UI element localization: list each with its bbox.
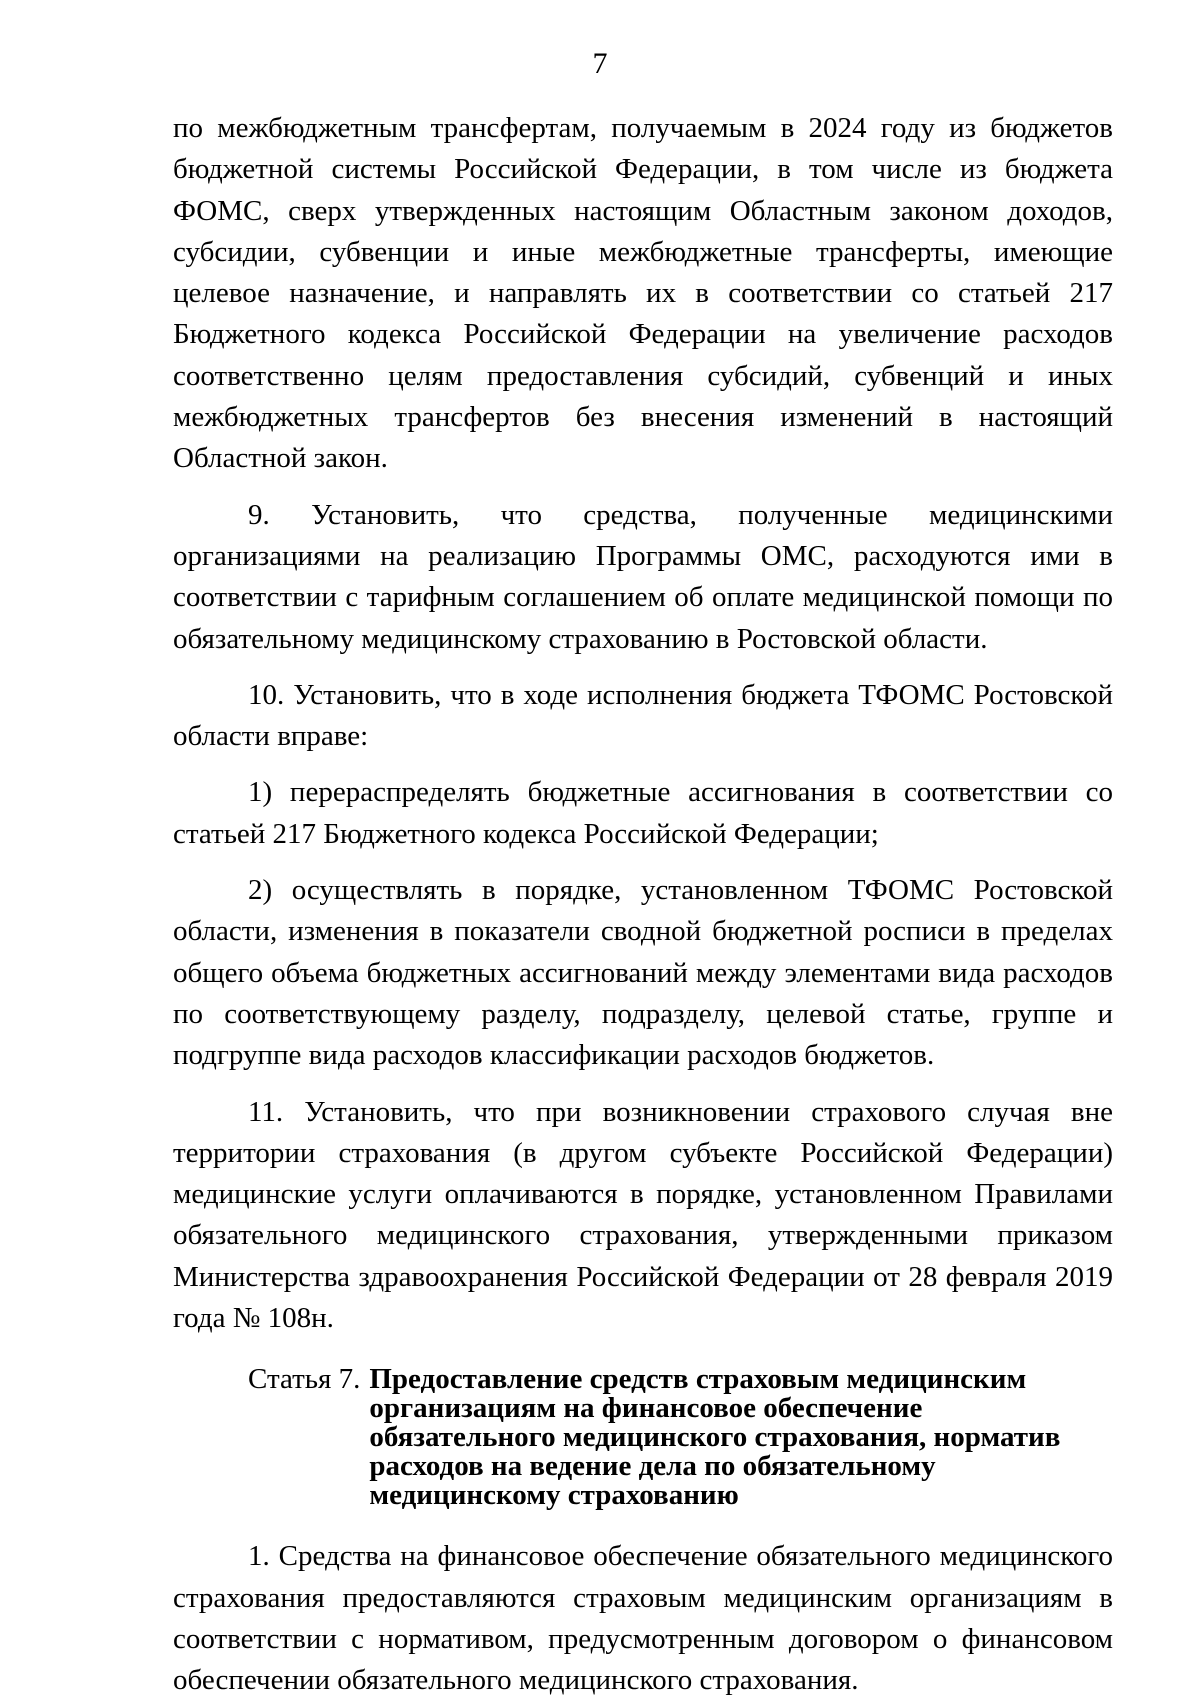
page-number: 7	[592, 47, 608, 80]
article-title: Предоставление средств страховым медицинским организациям на финансовое обеспечение обязательного медицинского страхования, норматив расходов на ведение дела по обязательному медицинскому страхованию	[369, 1363, 1061, 1512]
document-body	[173, 108, 1113, 1702]
paragraph-subitem-2: 2) осуществлять в порядке, установленном ТФОМС Ростовской области, изменения в показатели сводной бюджетной росписи в пределах общего объема бюджетных ассигнований между элементами вида расходов по соответствующему разделу, подразделу, целевой статье, группе и подгруппе вида расходов классификации расходов бюджетов.	[173, 874, 1113, 1072]
article-heading	[248, 1365, 1113, 1510]
paragraph-article-7-item-1: 1. Средства на финансовое обеспечение обязательного медицинского страхования предоставляются страховым медицинским организациям в соответствии с нормативом, предусмотренным договором о финансовом обеспечении обязательного медицинского страхования.	[173, 1540, 1113, 1697]
paragraph-item-10: 10. Установить, что в ходе исполнения бюджета ТФОМС Ростовской области вправе:	[173, 678, 1113, 753]
paragraph-subitem-1: 1) перераспределять бюджетные ассигнования в соответствии со статьей 217 Бюджетного кодекса Российской Федерации;	[173, 776, 1113, 850]
article-label: Статья 7.	[248, 1363, 361, 1396]
paragraph-item-9: 9. Установить, что средства, полученные медицинскими организациями на реализацию Программы ОМС, расходуются ими в соответствии с тарифным соглашением об оплате медицинской помощи по обязательному медицинскому страхованию в Ростовской области.	[173, 498, 1113, 655]
paragraph-item-11: 11. Установить, что при возникновении страхового случая вне территории страхования (в другом субъекте Российской Федерации) медицинские услуги оплачиваются в порядке, установленном Правилами обязательного медицинского страхования, утвержденными приказом Министерства здравоохранения Российской Федерации от 28 февраля 2019 года № 108н.	[173, 1095, 1113, 1335]
paragraph-continuation: по межбюджетным трансфертам, получаемым в 2024 году из бюджетов бюджетной системы Российской Федерации, в том числе из бюджета ФОМС, сверх утвержденных настоящим Областным законом доходов, субсидии, субвенции и иные межбюджетные трансферты, имеющие целевое назначение, и направлять их в соответствии со статьей 217 Бюджетного кодекса Российской Федерации на увеличение расходов соответственно целям предоставления субсидий, субвенций и иных межбюджетных трансфертов без внесения изменений в настоящий Областной закон.	[173, 112, 1113, 475]
